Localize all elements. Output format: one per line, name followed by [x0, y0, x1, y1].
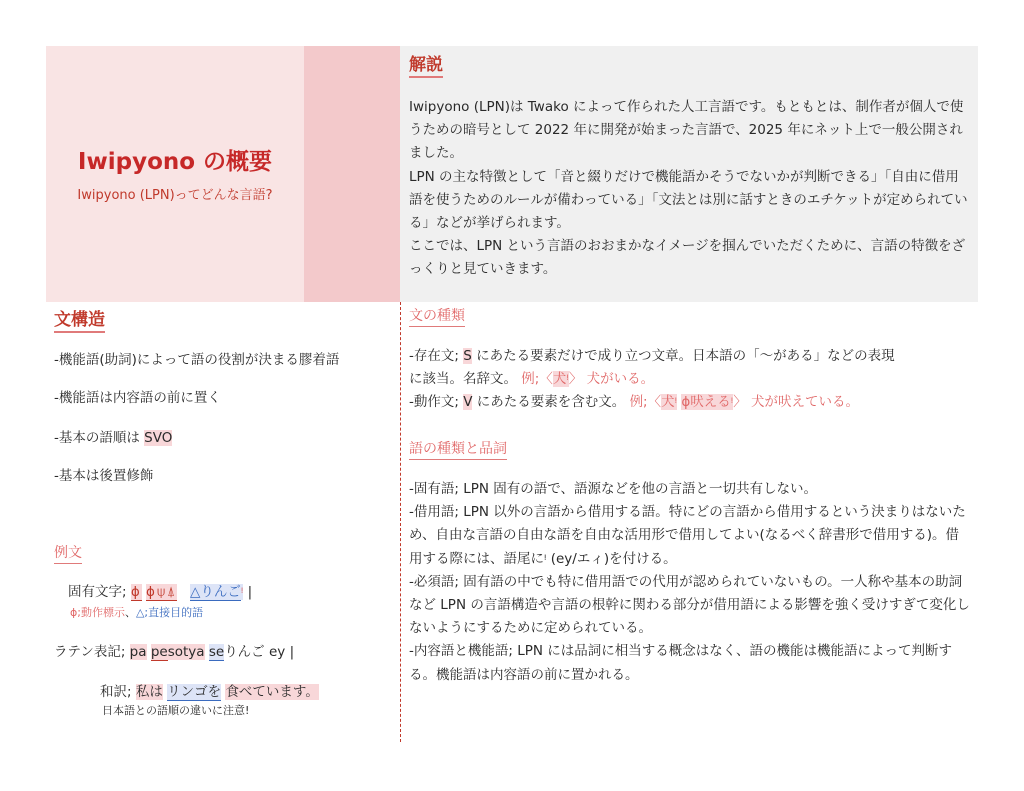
- word-type-paragraph: -固有語; LPN 固有の語で、語源などを他の言語と一切共有しない。: [409, 481, 817, 497]
- existence-text: にあたる要素だけで成り立つ文章。日本語の「～がある」などの表現: [471, 348, 895, 364]
- native-glyph-verb: ɸ⍦⍋: [146, 584, 178, 600]
- sentence-types-heading: 文の種類: [409, 305, 465, 327]
- explanation-paragraph: LPN の主な特徴として「音と綴りだけで機能語かそうでないかが判断できる」「自由に借用語を使うためのルールが備わっている」「文法とは別に話すときのエチケットが定められている」などが挙げられます。: [409, 168, 968, 232]
- legend-red: ɸ;動作標示: [70, 606, 125, 619]
- latin-sefield: [209, 644, 224, 660]
- existence-example-word: 犬ᵎ: [552, 371, 569, 387]
- legend-blue: △;直接目的語: [135, 606, 204, 619]
- jp-watashi: 私は: [135, 684, 163, 700]
- existence-sentence-line2: [409, 367, 654, 387]
- word-types-heading: 語の種類と品詞: [409, 438, 507, 460]
- native-borrow-mark: ᵎ: [240, 584, 244, 600]
- explanation-paragraph: ここでは、LPN という言語のおおまかなイメージを掴んでいただくために、言語の特徴をざっくりと見ていきます。: [409, 238, 966, 278]
- jp-label: 和訳;: [100, 684, 136, 700]
- explanation-body: [409, 96, 969, 282]
- legend-sep: 、: [124, 606, 136, 619]
- page-title: Iwipyono の概要: [77, 149, 273, 175]
- action-example-word2: ɸ吠えるᵎ: [681, 394, 734, 410]
- page-subtitle: Iwipyono (LPN)ってどんな言語?: [77, 188, 273, 203]
- action-example-end: 〉 犬が吠えている。: [733, 394, 859, 410]
- existence-s: S: [463, 348, 472, 364]
- column-divider: [400, 302, 401, 742]
- structure-bullet-text: -基本の語順は: [54, 430, 145, 446]
- action-v: V: [463, 394, 473, 410]
- example-legend: [70, 604, 203, 620]
- latin-pesotya: [151, 644, 205, 660]
- latin-pe: pe: [150, 644, 168, 660]
- example-jp-line: [100, 680, 319, 700]
- existence-example-label: 例;〈: [521, 371, 553, 387]
- latin-se: se: [208, 644, 225, 660]
- latin-sotya: sotya: [167, 644, 205, 660]
- action-sentence-line: [409, 390, 859, 410]
- example-heading: 例文: [54, 542, 82, 564]
- latin-label: ラテン表記;: [54, 644, 130, 660]
- native-label: 固有文字;: [68, 584, 131, 600]
- structure-bullet: [54, 426, 172, 446]
- jp-verb: 食べています。: [225, 684, 319, 700]
- existence-prefix: -存在文;: [409, 348, 464, 364]
- existence-example-end: 〉 犬がいる。: [568, 371, 655, 387]
- structure-bullet: -基本は後置修飾: [54, 468, 154, 484]
- native-apple: [190, 584, 243, 600]
- word-type-paragraph: -借用語; LPN 以外の言語から借用する語。特にどの言語から借用するという決まりはないため、自由な言語の自由な語を自由な活用形で借用してよい(なるべく辞書形で借用する)。借用する際には、語尾にᵎ (ey/エィ)を付ける。: [409, 504, 966, 567]
- structure-heading: 文構造: [54, 305, 105, 333]
- action-prefix: -動作文;: [409, 394, 464, 410]
- native-apple-text: △りんご: [190, 584, 241, 600]
- svo-highlight: SVO: [144, 430, 173, 446]
- existence-text2: に該当。名辞文。: [409, 371, 522, 387]
- action-example-word1: 犬ᵎ: [661, 394, 678, 410]
- latin-ringo: りんご: [224, 644, 265, 660]
- example-note: 日本語との語順の違いに注意!: [102, 704, 250, 717]
- explanation-heading: 解説: [409, 50, 443, 78]
- example-native-line: [68, 580, 252, 600]
- action-text: にあたる要素を含む文。: [472, 394, 630, 410]
- existence-sentence-line1: [409, 344, 895, 364]
- structure-bullet: -機能語(助詞)によって語の役割が決まる膠着語: [54, 352, 340, 368]
- explanation-paragraph: Iwipyono (LPN)は Twako によって作られた人工言語です。もともとは、制作者が個人で使うための暗号として 2022 年に開発が始まった言語で、2025 年にネット上で一般公開されました。: [409, 99, 964, 162]
- latin-tail: ey |: [264, 644, 295, 660]
- word-type-paragraph: -必須語; 固有語の中でも特に借用語での代用が認められていないもの。一人称や基本の助詞など LPN の言語構造や言語の根幹に関わる部分が借用語による影響を強く受けすぎて変化しないようにするために定められている。: [409, 573, 970, 637]
- action-example-label: 例;〈: [629, 394, 662, 410]
- title-accent-bar: [304, 46, 400, 302]
- native-glyph-pa: ɸ: [130, 584, 142, 600]
- native-bar: |: [243, 584, 253, 600]
- word-type-paragraph: -内容語と機能語; LPN には品詞に相当する概念はなく、語の機能は機能語によって判断する。機能語は内容語の前に置かれる。: [409, 643, 952, 683]
- structure-bullet: -機能語は内容語の前に置く: [54, 390, 221, 406]
- word-types-body: [409, 478, 971, 687]
- example-latin-line: [54, 640, 294, 660]
- jp-ringo: リンゴを: [167, 684, 222, 700]
- latin-pa: pa: [129, 644, 147, 660]
